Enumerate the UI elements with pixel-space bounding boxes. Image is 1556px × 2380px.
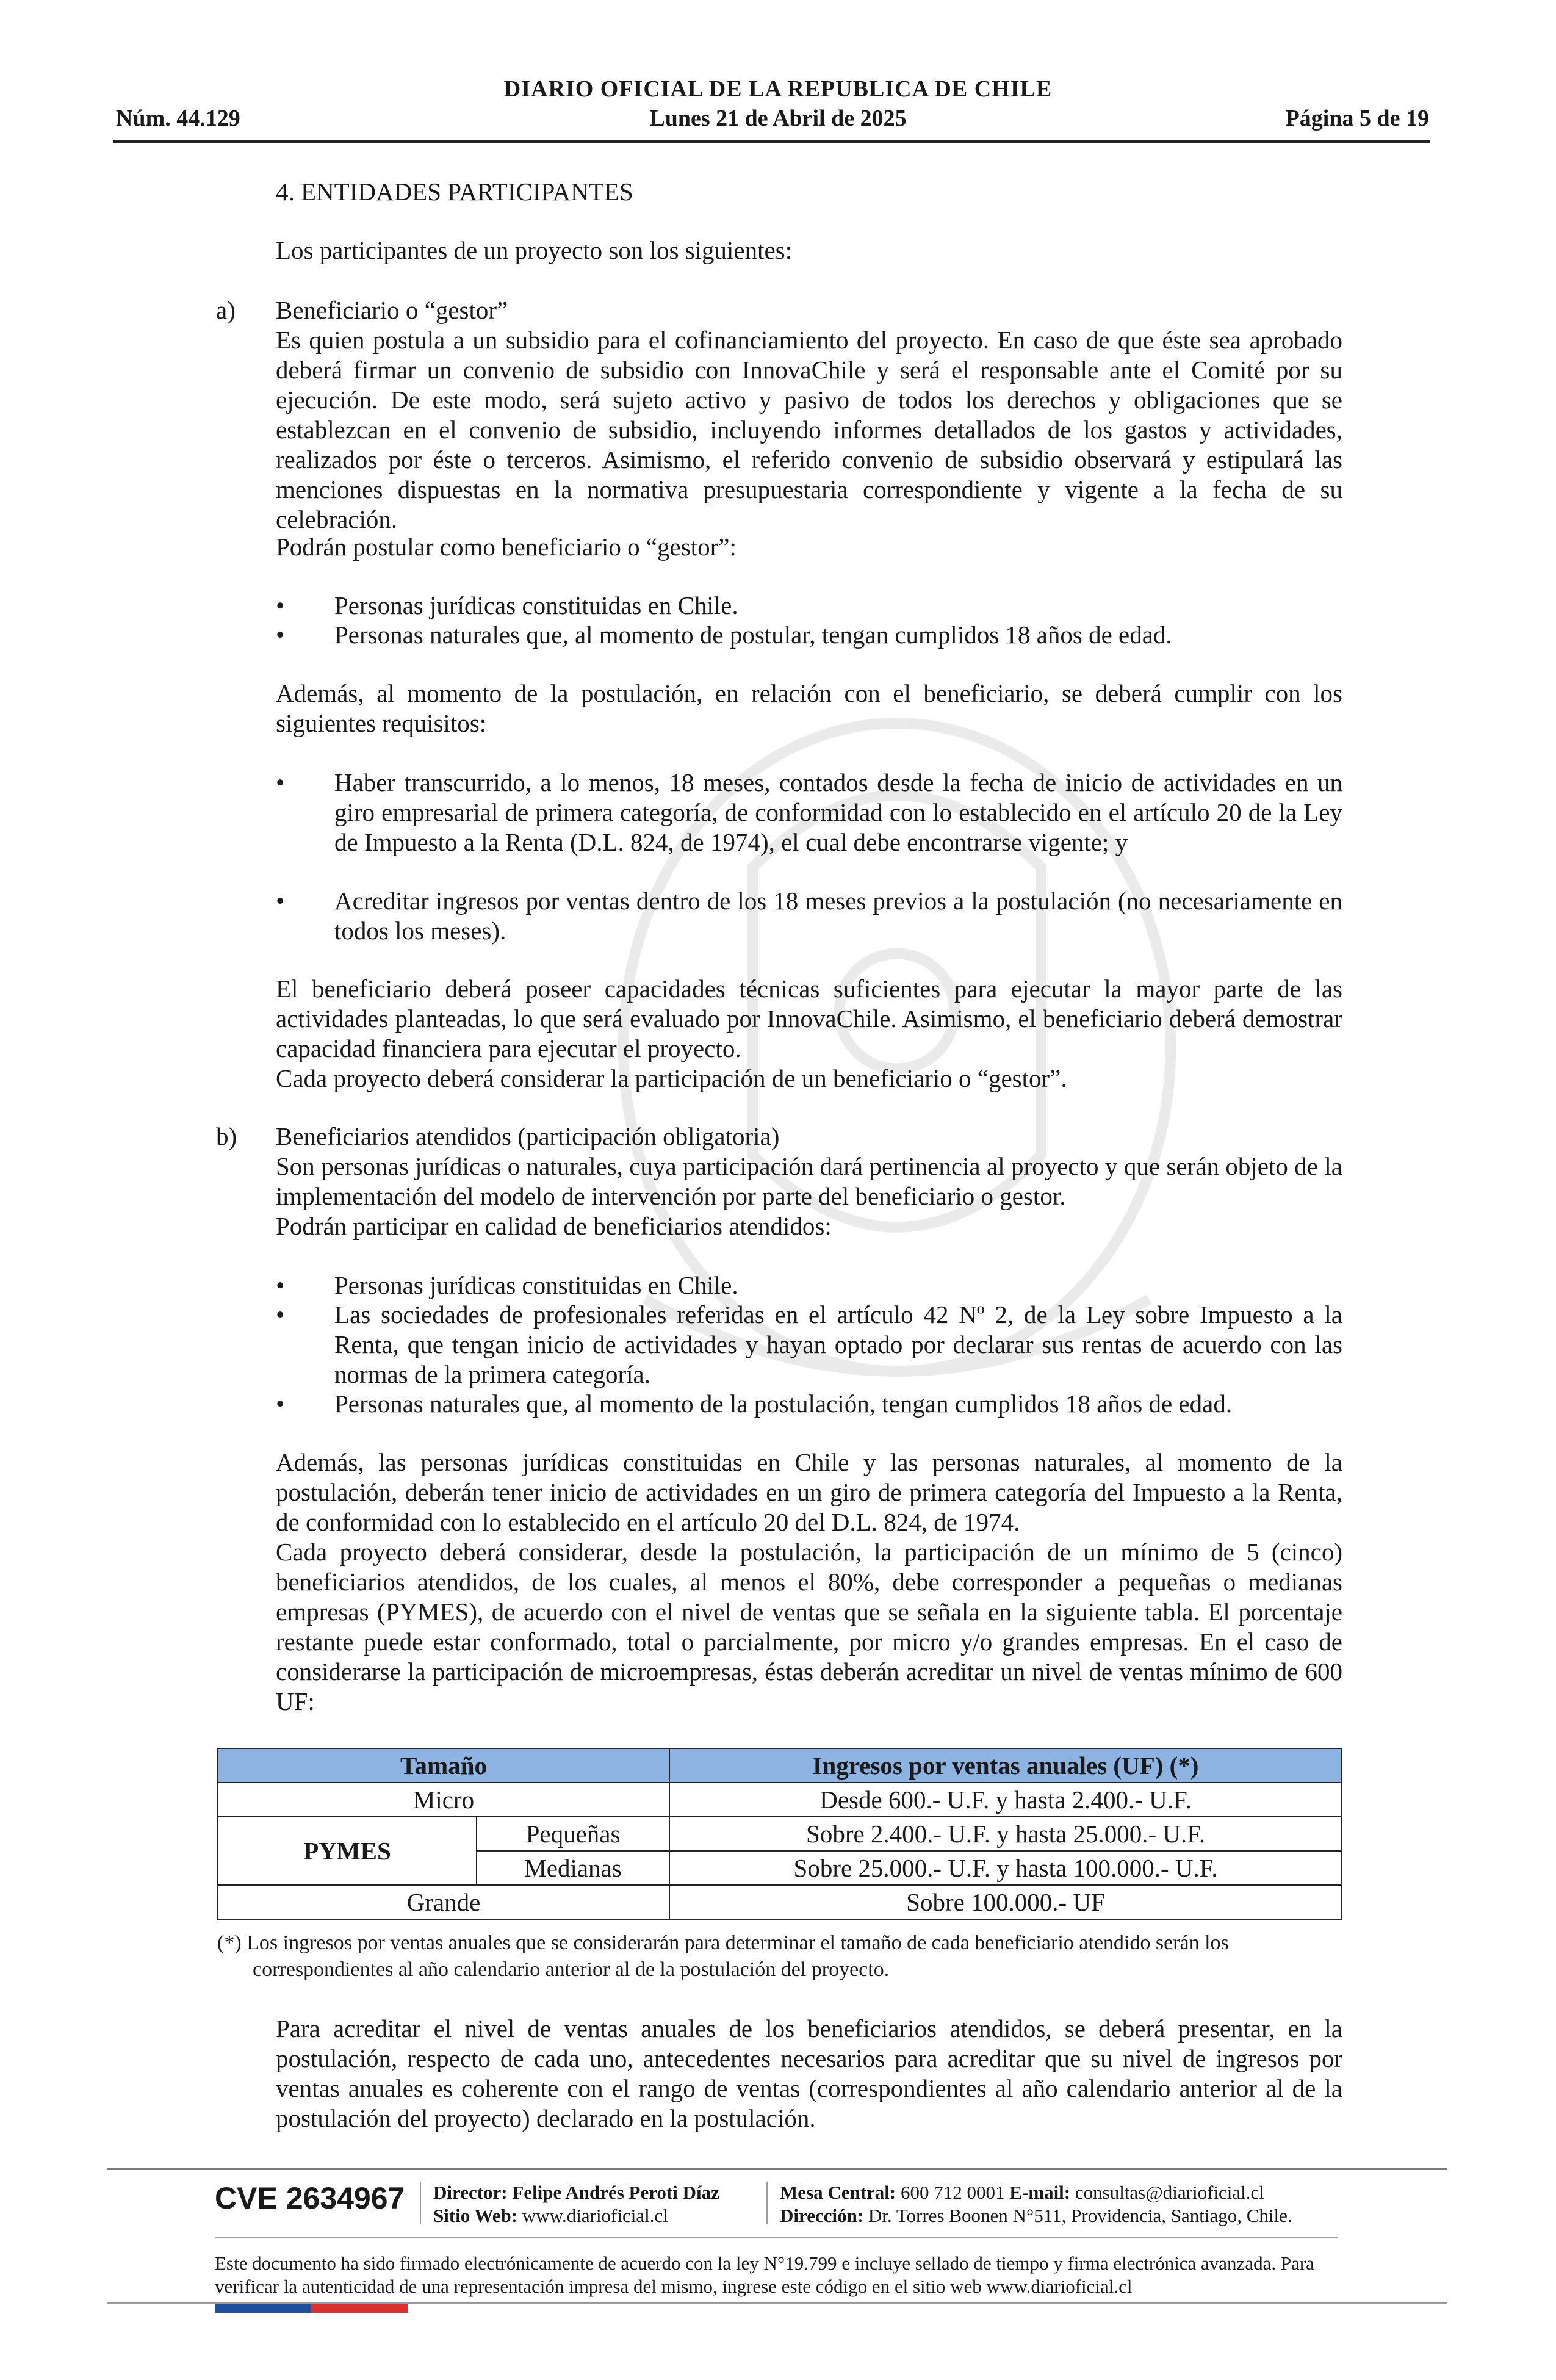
item-a-cada: Cada proyecto deberá considerar la participación de un beneficiario o “gestor”. <box>276 1064 1067 1092</box>
list-item: Las sociedades de profesionales referidas en el artículo 42 Nº 2, de la Ley sobre Impuesto a la Renta, que tengan inicio de actividades y hayan optado por declarar sus rentas de acuerdo con las normas de la primera categoría. <box>334 1300 1342 1388</box>
acreditar-paragraph: Para acreditar el nivel de ventas anuales de los beneficiarios atendidos, se deberá presentar, en la postulación, respecto de cada uno, antecedentes necesarios para acreditar que su nivel de ingresos por ventas anuales es coherente con el rango de ventas (correspondientes al año calendario anterior al de la postulación del proyecto) declarado en la postulación. <box>276 2014 1342 2132</box>
table-header-size: Tamaño <box>218 1748 669 1783</box>
footer-address <box>780 2204 1292 2227</box>
table-row <box>218 1783 1342 1817</box>
bullet: • <box>276 1271 285 1299</box>
web-link[interactable]: www.diarioficial.cl <box>522 2205 668 2226</box>
sales-size-table <box>217 1748 1342 1920</box>
header-divider <box>113 140 1430 143</box>
page-indicator: Página 5 de 19 <box>1285 106 1429 131</box>
director-name: Felipe Andrés Peroti Díaz <box>512 2182 719 2203</box>
table-row <box>218 1817 1342 1851</box>
footer-inner-divider <box>215 2237 1338 2238</box>
footer-contact <box>780 2181 1264 2204</box>
bullet: • <box>276 1390 285 1418</box>
footer-divider <box>107 2168 1447 2170</box>
item-b-cada: Cada proyecto deberá considerar, desde la postulación, la participación de un mínimo de 5 (cinco) beneficiarios atendidos, de los cuales, al menos el 80%, debe corresponder a pequeñas o medianas empresas (PYMES), de acuerdo con el nivel de ventas que se señala en la siguiente tabla. El porcentaje restante puede estar conformado, total o parcialmente, por micro y/o grandes empresas. En el caso de considerarse la participación de microempresas, éstas deberán acreditar un nivel de ventas mínimo de 600 UF: <box>276 1538 1342 1715</box>
item-b-title: Beneficiarios atendidos (participación obligatoria) <box>276 1122 780 1150</box>
table-cell: Desde 600.- U.F. y hasta 2.400.- U.F. <box>669 1783 1342 1817</box>
table-cell: Sobre 25.000.- U.F. y hasta 100.000.- U.F. <box>669 1851 1342 1885</box>
list-item: Haber transcurrido, a lo menos, 18 meses, contados desde la fecha de inicio de actividades en un giro empresarial de primera categoría, de conformidad con lo establecido en el artículo 20 de la Ley de Impuesto a la Renta (D.L. 824, de 1974), el cual debe encontrarse vigente; y <box>334 768 1342 856</box>
newspaper-title: DIARIO OFICIAL DE LA REPUBLICA DE CHILE <box>503 76 1053 102</box>
table-cell: Medianas <box>477 1851 669 1885</box>
table-footnote: (*) Los ingresos por ventas anuales que se considerarán para determinar el tamaño de cada beneficiario atendido serán los correspondientes al año calendario anterior al de la postulación del proyecto. <box>217 1931 1229 1981</box>
footer-separator <box>766 2182 768 2224</box>
item-a-title: Beneficiario o “gestor” <box>276 296 508 324</box>
item-b-podran: Podrán participar en calidad de beneficiarios atendidos: <box>276 1212 832 1240</box>
list-item: Personas jurídicas constituidas en Chile. <box>334 591 738 619</box>
list-item: Personas naturales que, al momento de postular, tengan cumplidos 18 años de edad. <box>334 621 1172 649</box>
item-b-ademas: Además, las personas jurídicas constituidas en Chile y las personas naturales, al momento de la postulación, deberán tener inicio de actividades en un giro de primera categoría del Impuesto a la Renta, de conformidad con lo establecido en el artículo 20 del D.L. 824, de 1974. <box>276 1448 1342 1536</box>
mesa-label: Mesa Central: <box>780 2182 896 2203</box>
email-label: E-mail: <box>1009 2182 1071 2203</box>
address-label: Dirección: <box>780 2205 864 2226</box>
item-a-capacidades: El beneficiario deberá poseer capacidades técnicas suficientes para ejecutar la mayor parte de las actividades planteadas, lo que será evaluado por InnovaChile. Asimismo, el beneficiario deberá demostrar capacidad financiera para ejecutar el proyecto. <box>276 975 1342 1062</box>
section-title: 4. ENTIDADES PARTICIPANTES <box>276 178 633 206</box>
footer-separator <box>420 2182 421 2224</box>
item-a-label: a) <box>216 296 236 324</box>
cve-code: CVE 2634967 <box>215 2181 405 2215</box>
table-row <box>218 1885 1342 1919</box>
table-cell: Pequeñas <box>477 1817 669 1851</box>
bullet: • <box>276 768 285 796</box>
table-cell: Grande <box>218 1885 669 1919</box>
item-b-label: b) <box>216 1122 237 1150</box>
bullet: • <box>276 621 285 649</box>
web-label: Sitio Web: <box>433 2205 518 2226</box>
issue-number: Núm. 44.129 <box>116 106 240 131</box>
footer-director <box>433 2181 719 2204</box>
bullet: • <box>276 591 285 619</box>
table-cell: Micro <box>218 1783 669 1817</box>
director-label: Director: <box>433 2182 508 2203</box>
table-cell: PYMES <box>218 1817 477 1885</box>
list-item: Acreditar ingresos por ventas dentro de los 18 meses previos a la postulación (no necesariamente en todos los meses). <box>334 887 1342 945</box>
item-a-text: Es quien postula a un subsidio para el cofinanciamiento del proyecto. En caso de que éste sea aprobado deberá firmar un convenio de subsidio con InnovaChile y será el responsable ante el Comité por su ejecución. De este modo, será sujeto activo y pasivo de todos los derechos y obligaciones que se establezcan en el convenio de subsidio, incluyendo informes detallados de los gastos y actividades, realizados por éste o terceros. Asimismo, el referido convenio de subsidio observará y estipulará las menciones dispuestas en la normativa presupuestaria correspondiente y vigente a la fecha de su celebración. <box>276 326 1342 533</box>
issue-date: Lunes 21 de Abril de 2025 <box>649 106 907 131</box>
flag-stripe-red <box>311 2304 408 2313</box>
table-cell: Sobre 100.000.- UF <box>669 1885 1342 1919</box>
table-header-income: Ingresos por ventas anuales (UF) (*) <box>669 1748 1342 1783</box>
item-b-text: Son personas jurídicas o naturales, cuya participación dará pertinencia al proyecto y que serán objeto de la implementación del modelo de intervención por parte del beneficiario o gestor. <box>276 1152 1342 1210</box>
address-text: Dr. Torres Boonen N°511, Providencia, Santiago, Chile. <box>868 2205 1292 2226</box>
legal-notice: Este documento ha sido firmado electrónicamente de acuerdo con la ley N°19.799 e incluye sellado de tiempo y firma electrónica avanzada. Para verificar la autenticidad de una representación impresa del mismo, ingrese este código en el sitio web www.diarioficial.cl <box>215 2252 1314 2297</box>
email-link[interactable]: consultas@diarioficial.cl <box>1075 2182 1264 2203</box>
list-item: Personas jurídicas constituidas en Chile. <box>334 1271 738 1299</box>
bullet: • <box>276 887 285 915</box>
list-item: Personas naturales que, al momento de la postulación, tengan cumplidos 18 años de edad. <box>334 1390 1233 1418</box>
item-a-postular: Podrán postular como beneficiario o “gestor”: <box>276 533 737 561</box>
bullet: • <box>276 1300 285 1329</box>
table-cell: Sobre 2.400.- U.F. y hasta 25.000.- U.F. <box>669 1817 1342 1851</box>
flag-stripe-blue <box>215 2304 311 2313</box>
intro-paragraph: Los participantes de un proyecto son los siguientes: <box>276 236 793 264</box>
item-a-requisitos: Además, al momento de la postulación, en relación con el beneficiario, se deberá cumplir con los siguientes requisitos: <box>276 679 1342 737</box>
table-header-row <box>218 1748 1342 1783</box>
mesa-phone: 600 712 0001 <box>901 2182 1005 2203</box>
footer-website <box>433 2204 668 2227</box>
